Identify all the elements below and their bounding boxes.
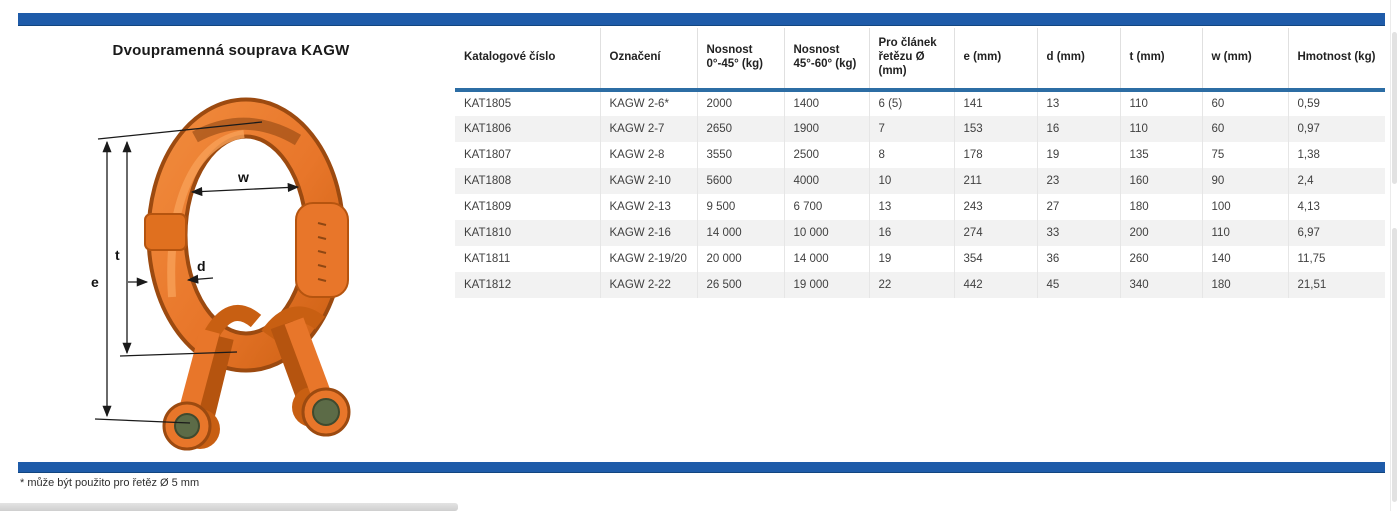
dim-label-t: t (115, 247, 120, 263)
table-cell: KAGW 2-22 (600, 272, 697, 298)
table-cell: 6,97 (1288, 220, 1385, 246)
table-cell: 6 700 (784, 194, 869, 220)
dim-label-w: w (238, 169, 249, 185)
table-cell: KAT1812 (455, 272, 600, 298)
table-cell: 20 000 (697, 246, 784, 272)
header-cell: w (mm) (1202, 28, 1288, 90)
table-cell: 10 000 (784, 220, 869, 246)
table-cell: 110 (1202, 220, 1288, 246)
header-cell: Nosnost 45°-60° (kg) (784, 28, 869, 90)
table-cell: 141 (954, 90, 1037, 116)
table-cell: 140 (1202, 246, 1288, 272)
table-cell: KAT1809 (455, 194, 600, 220)
left-pin (175, 414, 199, 438)
scrollbar-track[interactable] (1390, 0, 1391, 511)
table-cell: KAGW 2-6* (600, 90, 697, 116)
table-cell: 33 (1037, 220, 1120, 246)
table-cell: 19 000 (784, 272, 869, 298)
table-cell: 16 (1037, 116, 1120, 142)
page-title: Dvoupramenná souprava KAGW (112, 42, 350, 59)
header-cell: Nosnost 0°-45° (kg) (697, 28, 784, 90)
table-cell: KAT1805 (455, 90, 600, 116)
table-cell: 4000 (784, 168, 869, 194)
header-cell: Označení (600, 28, 697, 90)
table-cell: KAT1806 (455, 116, 600, 142)
table-cell: 19 (1037, 142, 1120, 168)
table-cell: 10 (869, 168, 954, 194)
header-cell: e (mm) (954, 28, 1037, 90)
table-cell: 0,59 (1297, 98, 1320, 110)
table-cell: 90 (1202, 168, 1288, 194)
table-cell: 2000 (697, 90, 784, 116)
dim-label-e: e (91, 274, 99, 290)
left-weld-collar (145, 214, 186, 250)
right-weld-collar (296, 203, 348, 297)
table-cell: 211 (954, 168, 1037, 194)
table-cell: 3550 (697, 142, 784, 168)
table-cell: 14 000 (784, 246, 869, 272)
table-cell: 340 (1120, 272, 1202, 298)
table-cell: 442 (954, 272, 1037, 298)
table-cell: 19 (869, 246, 954, 272)
right-connector-link (268, 314, 349, 435)
right-pin (313, 399, 339, 425)
dim-label-d: d (197, 258, 206, 274)
table-row (455, 220, 1385, 246)
table-cell: KAGW 2-16 (600, 220, 697, 246)
table-cell: 1,38 (1297, 149, 1320, 161)
table-cell: 153 (954, 116, 1037, 142)
table-row (455, 168, 1385, 194)
header-cell: Katalogové číslo (455, 28, 600, 90)
top-divider-bar (18, 13, 1385, 26)
table-cell: 26 500 (697, 272, 784, 298)
table-row (455, 90, 1385, 116)
table-cell: 100 (1202, 194, 1288, 220)
table-cell: 60 (1202, 90, 1288, 116)
table-cell: 260 (1120, 246, 1202, 272)
table-cell: 4,13 (1297, 201, 1320, 213)
table-cell: 7 (869, 116, 954, 142)
table-cell: KAGW 2-7 (600, 116, 697, 142)
table-row (455, 116, 1385, 142)
header-cell: Pro článek řetězu Ø (mm) (869, 28, 954, 90)
table-cell: 27 (1037, 194, 1120, 220)
spec-table (455, 28, 1385, 298)
table-cell: 23 (1037, 168, 1120, 194)
table-cell: 110 (1120, 90, 1202, 116)
table-row (455, 246, 1385, 272)
table-body (455, 90, 1385, 298)
table-cell: 36 (1037, 246, 1120, 272)
table-cell: 13 (869, 194, 954, 220)
table-cell: KAT1810 (455, 220, 600, 246)
table-cell: 13 (1037, 90, 1120, 116)
table-cell: KAGW 2-10 (600, 168, 697, 194)
table-cell: 2650 (697, 116, 784, 142)
table-cell: 180 (1202, 272, 1288, 298)
table-cell: 6 (5) (869, 90, 954, 116)
header-cell: d (mm) (1037, 28, 1120, 90)
bottom-divider-bar (18, 462, 1385, 473)
table-cell: 354 (954, 246, 1037, 272)
bottom-gray-strip (0, 503, 458, 511)
table-row (455, 142, 1385, 168)
table-cell: 22 (869, 272, 954, 298)
table-cell: KAGW 2-8 (600, 142, 697, 168)
header-row (455, 28, 1385, 90)
table-cell: KAT1811 (455, 246, 600, 272)
table-row (455, 194, 1385, 220)
table-cell: KAT1808 (455, 168, 600, 194)
table-cell: 110 (1120, 116, 1202, 142)
table-cell: 160 (1120, 168, 1202, 194)
table-cell: 0,97 (1288, 116, 1385, 142)
scrollbar-thumb[interactable] (1392, 32, 1397, 184)
table-cell: 16 (869, 220, 954, 246)
table-cell: 178 (954, 142, 1037, 168)
table-cell: 5600 (697, 168, 784, 194)
table-cell: 60 (1202, 116, 1288, 142)
header-cell: t (mm) (1120, 28, 1202, 90)
table-cell: 180 (1120, 194, 1202, 220)
table-cell: KAGW 2-13 (600, 194, 697, 220)
table-cell: 14 000 (697, 220, 784, 246)
header-cell: Hmotnost (kg) (1288, 28, 1385, 90)
dim-w-line (192, 187, 298, 192)
table-cell: 1900 (784, 116, 869, 142)
table-cell: KAGW 2-19/20 (600, 246, 697, 272)
footnote: * může být použito pro řetěz Ø 5 mm (20, 477, 200, 489)
table-cell: 200 (1120, 220, 1202, 246)
table-row (455, 272, 1385, 298)
table-cell: 9 500 (697, 194, 784, 220)
product-panel (20, 42, 442, 59)
scrollbar-thumb[interactable] (1392, 228, 1397, 502)
table-cell: 1400 (784, 90, 869, 116)
master-link-drawing (60, 85, 440, 460)
table-cell: 2,4 (1288, 168, 1385, 194)
table-cell: KAT1807 (455, 142, 600, 168)
table-cell: 243 (954, 194, 1037, 220)
table-cell: 45 (1037, 272, 1120, 298)
table-cell: 8 (869, 142, 954, 168)
table-cell: 11,75 (1297, 253, 1326, 265)
table-cell: 274 (954, 220, 1037, 246)
table-cell: 135 (1120, 142, 1202, 168)
table-cell: 21,51 (1288, 272, 1385, 298)
table-cell: 75 (1202, 142, 1288, 168)
table-cell: 2500 (784, 142, 869, 168)
